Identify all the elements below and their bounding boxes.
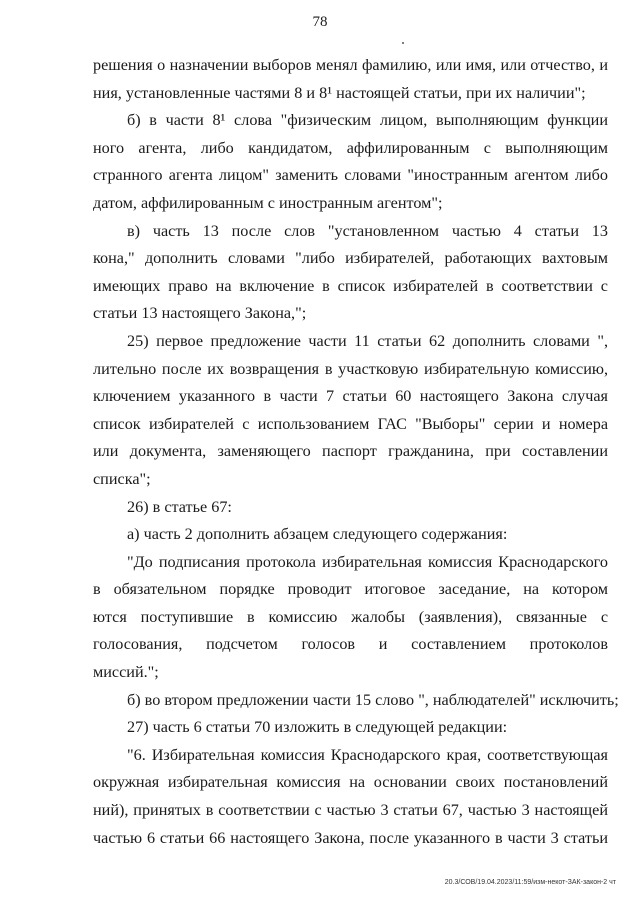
text-line: в обязательном порядке проводит итоговое заседание, на котором — [93, 580, 608, 599]
text-line: ключением указанного в части 7 статьи 60 настоящего Закона случая — [93, 387, 608, 406]
text-line: лительно после их возвращения в участковую избирательную комиссию, — [93, 359, 608, 378]
text-line: а) часть 2 дополнить абзацем следующего содержания: — [127, 525, 508, 544]
text-line: списка"; — [93, 469, 151, 488]
text-line: 26) в статье 67: — [127, 497, 232, 516]
text-line: ются поступившие в комиссию жалобы (заявления), связанные с — [93, 607, 608, 626]
text-line: 25) первое предложение части 11 статьи 62 дополнить словами ", — [127, 331, 608, 350]
document-footer: 20.3/СОВ/19.04.2023/11:59/изм-некот-ЗАК-закон-2 чт — [444, 879, 616, 886]
text-line: ния, установленные частями 8 и 8¹ настоящей статьи, при их наличии"; — [93, 83, 586, 102]
text-line: датом, аффилированным с иностранным агентом"; — [93, 193, 443, 212]
text-line: в) часть 13 после слов "установленном частью 4 статьи 13 — [127, 221, 608, 240]
text-line: 27) часть 6 статьи 70 изложить в следующей редакции: — [127, 718, 508, 737]
text-line: список избирателей с использованием ГАС "Выборы" серии и номера — [93, 414, 608, 433]
page-number: 78 — [312, 14, 328, 30]
text-line: "6. Избирательная комиссия Краснодарского края, соответствующая — [127, 745, 608, 764]
document-body — [93, 52, 619, 852]
text-line: странного агента лицом" заменить словами "иностранным агентом либо — [93, 166, 608, 185]
text-line: б) в части 8¹ слова "физическим лицом, выполняющим функции — [127, 111, 608, 130]
scan-speck — [402, 42, 404, 44]
text-line: б) во втором предложении части 15 слово ", наблюдателей" исключить; — [127, 690, 619, 709]
text-line: миссий."; — [93, 663, 159, 682]
text-line: или документа, заменяющего паспорт гражданина, при составлении — [93, 442, 608, 461]
text-line: голосования, подсчетом голосов и составлением протоколов — [93, 635, 608, 654]
text-line: ного агента, либо кандидатом, аффилированным с выполняющим — [93, 138, 608, 157]
text-line: ний), принятых в соответствии с частью 3 статьи 67, частью 3 настоящей — [93, 801, 608, 820]
text-line: решения о назначении выборов менял фамилию, или имя, или отчество, и — [93, 56, 608, 74]
text-line: "До подписания протокола избирательная комиссия Краснодарского — [127, 552, 608, 571]
text-line: окружная избирательная комиссия на основании своих постановлений — [93, 773, 608, 792]
text-line: статьи 13 настоящего Закона,"; — [93, 304, 307, 323]
text-line: кона," дополнить словами "либо избирателей, работающих вахтовым — [93, 249, 608, 268]
text-line: имеющих право на включение в список избирателей в соответствии с — [93, 276, 608, 295]
text-line: частью 6 статьи 66 настоящего Закона, после указанного в части 3 статьи — [93, 828, 608, 847]
